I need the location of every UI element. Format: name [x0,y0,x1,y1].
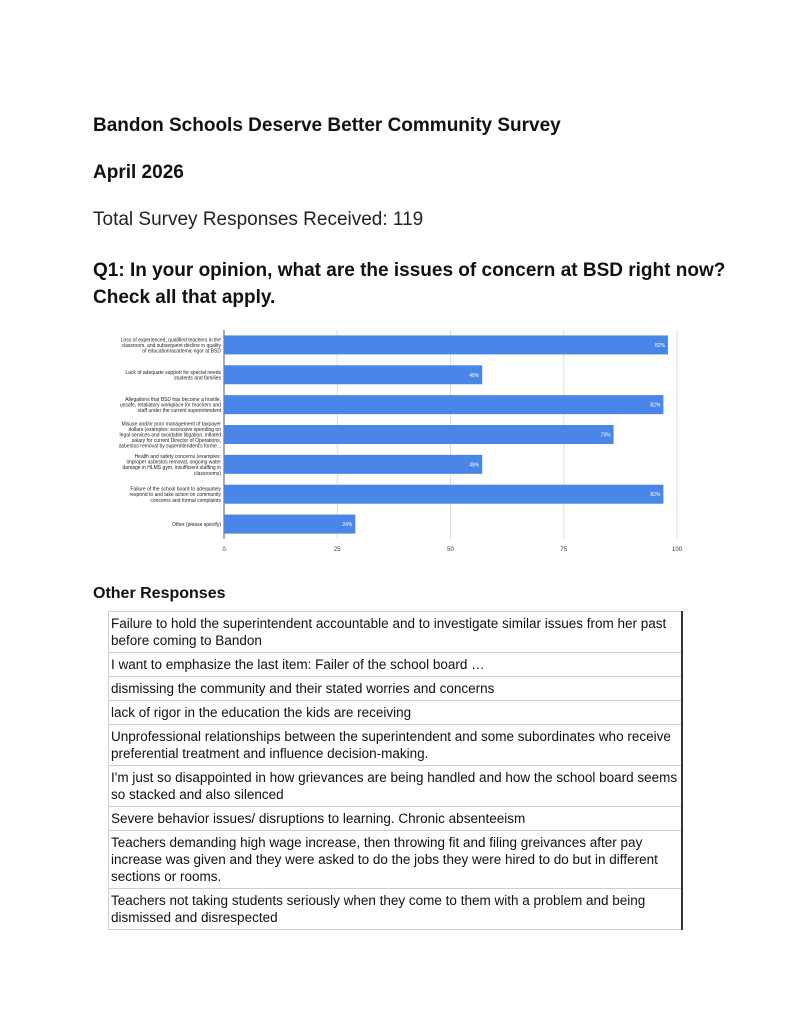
bar [224,515,355,534]
response-cell: Teachers demanding high wage increase, then throwing fit and filing greivances after pay increase was given and they were asked to do the jobs they were hired to do but in different sections or rooms. [109,831,683,889]
category-label [125,370,221,382]
x-tick-label: 75 [560,547,568,553]
document-title: Bandon Schools Deserve Better Community Survey [93,115,561,136]
bar-value-label: 48% [469,372,480,379]
response-row [109,701,683,725]
category-label-line: respond to and take action on community [129,492,221,499]
category-label-line: damage in HLMS gym, insufficient staffing in [122,465,221,472]
issues-bar-chart [100,325,690,557]
x-tick-label: 25 [333,547,341,553]
category-label-line: staff under the current superintendent [137,408,221,415]
bar [224,335,668,354]
category-label [172,522,221,528]
bar [224,485,663,504]
response-row [109,831,683,889]
response-cell: I'm just so disappointed in how grievances are being handled and how the school board seems so stacked and also silenced [109,766,683,807]
category-label-line: Other (please specify) [172,522,221,529]
category-label-line: Allegations that BSD has become a hostile, [125,397,221,404]
category-label-line: classrooms) [194,470,221,477]
response-row [109,653,683,677]
bar [224,455,482,474]
category-label [119,421,221,449]
bar-value-label: 82% [650,492,661,499]
category-label-line: Loss of experienced, qualified teachers in the [120,337,221,344]
x-tick-label: 0 [222,547,226,553]
category-label-line: classroom, and subsequent decline in quality [121,342,221,349]
category-label-line: of education/academic rigor at BSD [142,348,221,355]
bar-value-label: 82% [650,402,661,409]
x-tick-label: 100 [671,547,683,553]
bar-value-label: 24% [342,522,353,529]
other-responses-heading: Other Responses [93,585,226,602]
category-label-line: legal services and avoidable litigation, inflated [119,432,221,439]
response-row [109,612,683,653]
category-label [123,454,222,477]
category-label [121,337,222,354]
response-cell: dismissing the community and their stated worries and concerns [109,677,683,701]
category-label-line: Lack of adequate support for special needs [125,369,221,376]
response-cell: Failure to hold the superintendent accountable and to investigate similar issues from her past before coming to Bandon [109,612,683,653]
x-tick-label: 50 [447,547,454,553]
category-label-line: Failure of the school board to adequately [130,486,221,493]
response-row [109,766,683,807]
category-label [120,397,222,414]
total-responses: Total Survey Responses Received: 119 [93,209,424,230]
bar-value-label: 48% [469,462,480,469]
category-label-line: Health and safety concerns (examples: [134,453,221,460]
response-cell: Teachers not taking students seriously when they come to them with a problem and being dismissed and disrespected [109,889,683,930]
category-label-line: asbestos removal by superintendent's forme... [118,443,221,450]
response-cell: I want to emphasize the last item: Failer of the school board … [109,653,683,677]
bar-value-label: 82% [654,342,665,349]
bar [224,395,663,414]
response-row [109,677,683,701]
response-row [109,807,683,831]
other-responses-table [108,611,683,930]
category-label-line: salary for current Director of Operations, [131,438,221,445]
category-label-line: students and families [174,375,221,382]
response-cell: Unprofessional relationships between the superintendent and some subordinates who receive preferential treatment and influence decision-making. [109,725,683,766]
response-cell: lack of rigor in the education the kids are receiving [109,701,683,725]
category-label-line: unsafe, retaliatory workplace for teachers and [119,402,221,409]
category-label-line: improper asbestos removal, ongoing water [126,459,221,466]
response-row [109,889,683,930]
question-title: Q1: In your opinion, what are the issues of concern at BSD right now? Check all that apply. [93,260,726,308]
category-label-line: concerns and formal complaints [150,497,221,504]
bar [224,365,482,384]
response-cell: Severe behavior issues/ disruptions to learning. Chronic absenteeism [109,807,683,831]
bar [224,425,614,444]
bar-value-label: 73% [600,432,611,439]
category-label-line: Misuse and/or poor management of taxpayer [121,421,221,428]
response-row [109,725,683,766]
category-label [130,487,222,504]
survey-date: April 2026 [93,162,184,183]
category-label-line: dollars (examples: excessive spending on [128,426,221,433]
